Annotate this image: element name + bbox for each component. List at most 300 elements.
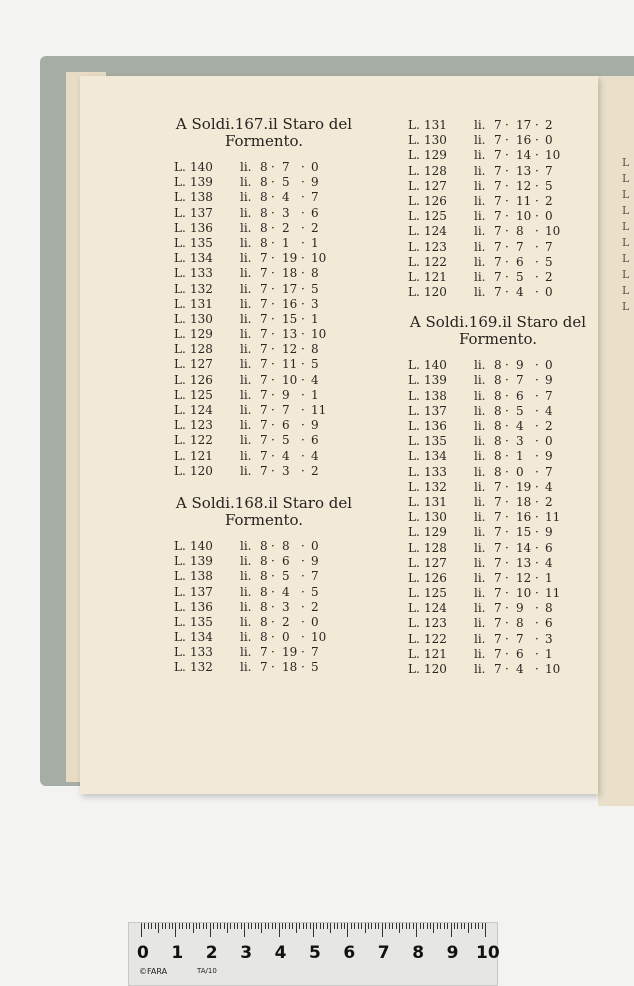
separator-dot: · bbox=[505, 570, 509, 585]
table-row bbox=[408, 571, 588, 586]
row-unit: li. bbox=[240, 387, 252, 402]
row-denari: 4 bbox=[311, 448, 319, 463]
table-row bbox=[408, 373, 588, 388]
table-row bbox=[408, 525, 588, 540]
separator-dot: · bbox=[301, 463, 305, 478]
row-lire: 7 bbox=[260, 387, 268, 402]
row-amount: 121 bbox=[424, 646, 447, 661]
separator-dot: · bbox=[505, 586, 509, 601]
separator-dot: · bbox=[535, 224, 539, 239]
table-row bbox=[408, 270, 588, 285]
separator-dot: · bbox=[271, 160, 275, 174]
row-soldi: 4 bbox=[516, 285, 524, 300]
separator-dot: · bbox=[535, 133, 539, 148]
separator-dot: · bbox=[271, 614, 275, 629]
table-rows bbox=[408, 358, 588, 677]
row-denari: 4 bbox=[311, 372, 319, 387]
table-row bbox=[408, 419, 588, 434]
row-unit: li. bbox=[474, 178, 486, 193]
separator-dot: · bbox=[271, 463, 275, 478]
row-prefix: L. bbox=[174, 357, 186, 372]
row-lire: 8 bbox=[260, 160, 268, 174]
ruler-tick bbox=[282, 923, 283, 929]
ruler-tick bbox=[175, 923, 176, 937]
row-denari: 6 bbox=[545, 540, 553, 555]
row-unit: li. bbox=[240, 403, 252, 417]
separator-dot: · bbox=[301, 205, 305, 220]
row-soldi: 12 bbox=[516, 178, 532, 193]
separator-dot: · bbox=[301, 220, 305, 235]
separator-dot: · bbox=[301, 311, 305, 326]
row-unit: li. bbox=[474, 388, 486, 403]
row-amount: 138 bbox=[424, 388, 447, 403]
ruler-tick bbox=[464, 923, 465, 929]
row-unit: li. bbox=[474, 254, 486, 269]
row-amount: 138 bbox=[190, 190, 213, 205]
row-amount: 126 bbox=[190, 372, 213, 387]
table-row bbox=[174, 236, 354, 251]
ruler-number: 7 bbox=[377, 943, 390, 963]
separator-dot: · bbox=[271, 630, 275, 645]
row-prefix: L. bbox=[174, 584, 186, 599]
row-denari: 8 bbox=[311, 266, 319, 281]
table-row bbox=[408, 209, 588, 224]
row-amount: 133 bbox=[424, 464, 447, 479]
row-denari: 5 bbox=[311, 357, 319, 372]
ruler-number: 3 bbox=[240, 943, 253, 963]
row-unit: li. bbox=[474, 510, 486, 525]
row-lire: 7 bbox=[494, 540, 502, 555]
table-row bbox=[408, 358, 588, 373]
table-row bbox=[174, 585, 354, 600]
row-denari: 9 bbox=[311, 554, 319, 569]
separator-dot: · bbox=[301, 433, 305, 448]
book-page bbox=[80, 76, 598, 794]
table-row bbox=[174, 433, 354, 448]
row-lire: 7 bbox=[494, 269, 502, 284]
ruler-tick bbox=[169, 923, 170, 929]
row-amount: 125 bbox=[424, 586, 447, 601]
row-amount: 123 bbox=[424, 239, 447, 254]
row-unit: li. bbox=[240, 175, 252, 190]
row-amount: 137 bbox=[190, 205, 213, 220]
separator-dot: · bbox=[535, 494, 539, 509]
separator-dot: · bbox=[505, 403, 509, 418]
row-soldi: 2 bbox=[282, 220, 290, 235]
row-lire: 7 bbox=[494, 646, 502, 661]
row-prefix: L. bbox=[174, 403, 186, 417]
row-soldi: 1 bbox=[516, 449, 524, 464]
separator-dot: · bbox=[301, 569, 305, 584]
row-lire: 7 bbox=[494, 193, 502, 208]
row-denari: 0 bbox=[311, 160, 319, 174]
separator-dot: · bbox=[505, 479, 509, 494]
ruler-tick bbox=[334, 923, 335, 929]
row-lire: 8 bbox=[260, 599, 268, 614]
row-soldi: 11 bbox=[516, 193, 532, 208]
separator-dot: · bbox=[271, 418, 275, 433]
separator-dot: · bbox=[505, 449, 509, 464]
ruler-tick bbox=[444, 923, 445, 929]
row-prefix: L. bbox=[174, 342, 186, 357]
row-soldi: 16 bbox=[282, 296, 298, 311]
row-denari: 3 bbox=[545, 631, 553, 646]
ruler-tick bbox=[289, 923, 290, 929]
row-unit: li. bbox=[240, 205, 252, 220]
ruler-tick bbox=[255, 923, 256, 929]
separator-dot: · bbox=[505, 510, 509, 525]
row-soldi: 6 bbox=[282, 418, 290, 433]
separator-dot: · bbox=[535, 449, 539, 464]
row-prefix: L. bbox=[174, 205, 186, 220]
row-soldi: 6 bbox=[516, 646, 524, 661]
facing-page-letter: L bbox=[622, 172, 630, 185]
ruler-tick bbox=[475, 923, 476, 929]
ruler-ticks bbox=[141, 923, 487, 941]
row-prefix: L. bbox=[174, 266, 186, 281]
row-amount: 130 bbox=[424, 133, 447, 148]
separator-dot: · bbox=[505, 601, 509, 616]
row-lire: 7 bbox=[494, 285, 502, 300]
ruler-tick bbox=[158, 923, 159, 933]
separator-dot: · bbox=[535, 403, 539, 418]
separator-dot: · bbox=[271, 205, 275, 220]
row-denari: 2 bbox=[545, 118, 553, 132]
row-soldi: 7 bbox=[282, 403, 290, 417]
row-soldi: 0 bbox=[516, 464, 524, 479]
row-amount: 122 bbox=[424, 631, 447, 646]
ruler-tick bbox=[392, 923, 393, 929]
table-row bbox=[408, 647, 588, 662]
row-lire: 8 bbox=[494, 419, 502, 433]
ruler-tick bbox=[365, 923, 366, 933]
row-amount: 120 bbox=[190, 463, 213, 478]
ruler-tick bbox=[258, 923, 259, 929]
separator-dot: · bbox=[505, 269, 509, 284]
separator-dot: · bbox=[505, 631, 509, 646]
ruler-tick bbox=[306, 923, 307, 929]
table-row bbox=[174, 645, 354, 660]
ruler-tick bbox=[375, 923, 376, 929]
row-denari: 11 bbox=[545, 586, 561, 601]
ruler-tick bbox=[275, 923, 276, 929]
ruler-tick bbox=[427, 923, 428, 929]
separator-dot: · bbox=[505, 646, 509, 661]
separator-dot: · bbox=[301, 645, 305, 660]
separator-dot: · bbox=[505, 373, 509, 388]
row-denari: 0 bbox=[545, 209, 553, 224]
row-soldi: 8 bbox=[282, 538, 290, 553]
row-denari: 1 bbox=[545, 570, 553, 585]
separator-dot: · bbox=[271, 190, 275, 205]
row-unit: li. bbox=[474, 209, 486, 224]
row-unit: li. bbox=[240, 357, 252, 372]
row-lire: 8 bbox=[260, 554, 268, 569]
ruler-tick bbox=[440, 923, 441, 929]
row-prefix: L. bbox=[174, 251, 186, 266]
row-amount: 128 bbox=[424, 163, 447, 178]
row-prefix: L. bbox=[408, 224, 420, 239]
row-denari: 7 bbox=[545, 239, 553, 254]
row-prefix: L. bbox=[408, 494, 420, 509]
table-row bbox=[408, 556, 588, 571]
ruler-number: 6 bbox=[343, 943, 356, 963]
ruler-number: 5 bbox=[309, 943, 321, 963]
table-row bbox=[408, 465, 588, 480]
row-prefix: L. bbox=[174, 448, 186, 463]
row-denari: 5 bbox=[545, 178, 553, 193]
row-prefix: L. bbox=[408, 616, 420, 631]
table-row bbox=[174, 206, 354, 221]
row-denari: 10 bbox=[545, 148, 561, 163]
row-denari: 5 bbox=[311, 281, 319, 296]
ruler-tick bbox=[189, 923, 190, 929]
row-lire: 7 bbox=[260, 448, 268, 463]
ruler-tick bbox=[378, 923, 379, 929]
table-row bbox=[174, 464, 354, 479]
row-denari: 10 bbox=[311, 251, 327, 266]
row-amount: 125 bbox=[190, 387, 213, 402]
row-soldi: 7 bbox=[282, 160, 290, 174]
separator-dot: · bbox=[535, 178, 539, 193]
row-lire: 8 bbox=[260, 220, 268, 235]
table-169 bbox=[408, 314, 588, 677]
separator-dot: · bbox=[535, 148, 539, 163]
row-prefix: L. bbox=[174, 190, 186, 205]
separator-dot: · bbox=[505, 254, 509, 269]
ruler-tick bbox=[451, 923, 452, 937]
separator-dot: · bbox=[301, 235, 305, 250]
ruler-tick bbox=[396, 923, 397, 929]
row-amount: 130 bbox=[190, 311, 213, 326]
ruler-tick bbox=[413, 923, 414, 929]
separator-dot: · bbox=[301, 342, 305, 357]
row-denari: 9 bbox=[545, 525, 553, 540]
row-soldi: 12 bbox=[282, 342, 298, 357]
ruler-tick bbox=[303, 923, 304, 929]
ruler-tick bbox=[234, 923, 235, 929]
row-prefix: L. bbox=[174, 538, 186, 553]
ruler-tick bbox=[251, 923, 252, 929]
ruler-tick bbox=[327, 923, 328, 929]
row-unit: li. bbox=[474, 449, 486, 464]
ruler-number: 9 bbox=[446, 943, 459, 963]
row-lire: 7 bbox=[494, 479, 502, 494]
row-soldi: 10 bbox=[516, 586, 532, 601]
table-row bbox=[408, 434, 588, 449]
separator-dot: · bbox=[505, 540, 509, 555]
row-soldi: 14 bbox=[516, 148, 532, 163]
row-unit: li. bbox=[474, 148, 486, 163]
separator-dot: · bbox=[505, 434, 509, 449]
separator-dot: · bbox=[301, 660, 305, 675]
ruler-tick bbox=[165, 923, 166, 929]
row-prefix: L. bbox=[174, 569, 186, 584]
ruler-tick bbox=[179, 923, 180, 929]
ruler-tick bbox=[186, 923, 187, 929]
row-denari: 10 bbox=[311, 630, 327, 645]
ruler-tick bbox=[430, 923, 431, 929]
row-unit: li. bbox=[474, 285, 486, 300]
facing-page bbox=[598, 76, 634, 806]
row-denari: 10 bbox=[545, 662, 561, 676]
ruler-tick bbox=[210, 923, 211, 937]
table-167 bbox=[174, 116, 354, 479]
ruler-tick bbox=[420, 923, 421, 929]
row-lire: 7 bbox=[494, 570, 502, 585]
row-prefix: L. bbox=[408, 239, 420, 254]
row-unit: li. bbox=[240, 296, 252, 311]
table-row bbox=[174, 266, 354, 281]
row-denari: 2 bbox=[545, 193, 553, 208]
ruler-tick bbox=[341, 923, 342, 929]
separator-dot: · bbox=[301, 554, 305, 569]
separator-dot: · bbox=[271, 599, 275, 614]
row-prefix: L. bbox=[174, 296, 186, 311]
ruler-tick bbox=[144, 923, 145, 929]
row-soldi: 3 bbox=[516, 434, 524, 449]
row-lire: 7 bbox=[494, 209, 502, 224]
row-prefix: L. bbox=[174, 220, 186, 235]
row-prefix: L. bbox=[408, 285, 420, 300]
row-unit: li. bbox=[474, 358, 486, 373]
separator-dot: · bbox=[505, 133, 509, 148]
row-lire: 7 bbox=[494, 601, 502, 616]
separator-dot: · bbox=[535, 586, 539, 601]
separator-dot: · bbox=[271, 645, 275, 660]
row-unit: li. bbox=[474, 373, 486, 388]
row-soldi: 4 bbox=[516, 419, 524, 433]
table-row bbox=[174, 403, 354, 418]
row-prefix: L. bbox=[408, 570, 420, 585]
separator-dot: · bbox=[271, 251, 275, 266]
row-lire: 8 bbox=[260, 205, 268, 220]
separator-dot: · bbox=[535, 373, 539, 388]
row-denari: 5 bbox=[545, 254, 553, 269]
ruler-tick bbox=[468, 923, 469, 933]
separator-dot: · bbox=[301, 281, 305, 296]
row-lire: 8 bbox=[494, 403, 502, 418]
row-unit: li. bbox=[474, 193, 486, 208]
row-prefix: L. bbox=[408, 646, 420, 661]
row-denari: 11 bbox=[311, 403, 327, 417]
row-unit: li. bbox=[240, 251, 252, 266]
row-unit: li. bbox=[474, 118, 486, 132]
row-soldi: 13 bbox=[516, 555, 532, 570]
row-lire: 7 bbox=[260, 403, 268, 417]
table-row bbox=[174, 554, 354, 569]
ruler-tick bbox=[409, 923, 410, 929]
row-soldi: 16 bbox=[516, 510, 532, 525]
row-denari: 2 bbox=[311, 220, 319, 235]
row-lire: 8 bbox=[260, 190, 268, 205]
row-amount: 134 bbox=[190, 630, 213, 645]
separator-dot: · bbox=[505, 555, 509, 570]
table-row bbox=[174, 175, 354, 190]
row-amount: 122 bbox=[424, 254, 447, 269]
table-row bbox=[408, 510, 588, 525]
separator-dot: · bbox=[535, 479, 539, 494]
row-lire: 7 bbox=[260, 327, 268, 342]
row-prefix: L. bbox=[408, 133, 420, 148]
row-denari: 7 bbox=[545, 388, 553, 403]
row-prefix: L. bbox=[408, 555, 420, 570]
row-unit: li. bbox=[474, 494, 486, 509]
table-row bbox=[174, 251, 354, 266]
ruler-tick bbox=[320, 923, 321, 929]
separator-dot: · bbox=[535, 464, 539, 479]
separator-dot: · bbox=[301, 387, 305, 402]
separator-dot: · bbox=[301, 614, 305, 629]
row-denari: 9 bbox=[311, 418, 319, 433]
row-amount: 120 bbox=[424, 662, 447, 676]
ruler-tick bbox=[217, 923, 218, 929]
row-prefix: L. bbox=[174, 387, 186, 402]
row-soldi: 15 bbox=[282, 311, 298, 326]
row-lire: 8 bbox=[494, 373, 502, 388]
ruler-tick bbox=[344, 923, 345, 929]
row-unit: li. bbox=[474, 163, 486, 178]
table-row bbox=[408, 389, 588, 404]
row-unit: li. bbox=[240, 433, 252, 448]
row-amount: 125 bbox=[424, 209, 447, 224]
separator-dot: · bbox=[505, 178, 509, 193]
table-row bbox=[408, 480, 588, 495]
table-row bbox=[174, 282, 354, 297]
row-denari: 0 bbox=[545, 285, 553, 300]
row-amount: 135 bbox=[190, 235, 213, 250]
separator-dot: · bbox=[271, 584, 275, 599]
row-lire: 7 bbox=[494, 254, 502, 269]
ruler-number: 8 bbox=[412, 943, 425, 963]
row-lire: 7 bbox=[260, 372, 268, 387]
row-prefix: L. bbox=[174, 614, 186, 629]
table-heading-line2: Formento. bbox=[458, 330, 538, 349]
ruler-number: 0 bbox=[137, 943, 149, 963]
row-denari: 9 bbox=[545, 449, 553, 464]
separator-dot: · bbox=[271, 327, 275, 342]
row-amount: 126 bbox=[424, 193, 447, 208]
separator-dot: · bbox=[505, 224, 509, 239]
ruler-tick bbox=[485, 923, 486, 937]
row-amount: 132 bbox=[190, 281, 213, 296]
row-denari: 5 bbox=[311, 660, 319, 675]
row-soldi: 6 bbox=[516, 254, 524, 269]
separator-dot: · bbox=[535, 570, 539, 585]
row-soldi: 5 bbox=[282, 569, 290, 584]
row-soldi: 1 bbox=[282, 235, 290, 250]
row-soldi: 7 bbox=[516, 373, 524, 388]
table-rows bbox=[408, 118, 588, 300]
separator-dot: · bbox=[505, 464, 509, 479]
separator-dot: · bbox=[301, 175, 305, 190]
ruler-tick bbox=[433, 923, 434, 933]
ruler-tick bbox=[471, 923, 472, 929]
row-amount: 129 bbox=[424, 525, 447, 540]
separator-dot: · bbox=[271, 220, 275, 235]
separator-dot: · bbox=[535, 163, 539, 178]
row-amount: 124 bbox=[424, 224, 447, 239]
separator-dot: · bbox=[505, 148, 509, 163]
row-unit: li. bbox=[240, 645, 252, 660]
row-prefix: L. bbox=[408, 464, 420, 479]
row-lire: 7 bbox=[494, 494, 502, 509]
table-row bbox=[174, 160, 354, 175]
table-row bbox=[174, 388, 354, 403]
row-soldi: 11 bbox=[282, 357, 298, 372]
row-denari: 6 bbox=[311, 205, 319, 220]
table-heading-line2: Formento. bbox=[224, 510, 304, 529]
